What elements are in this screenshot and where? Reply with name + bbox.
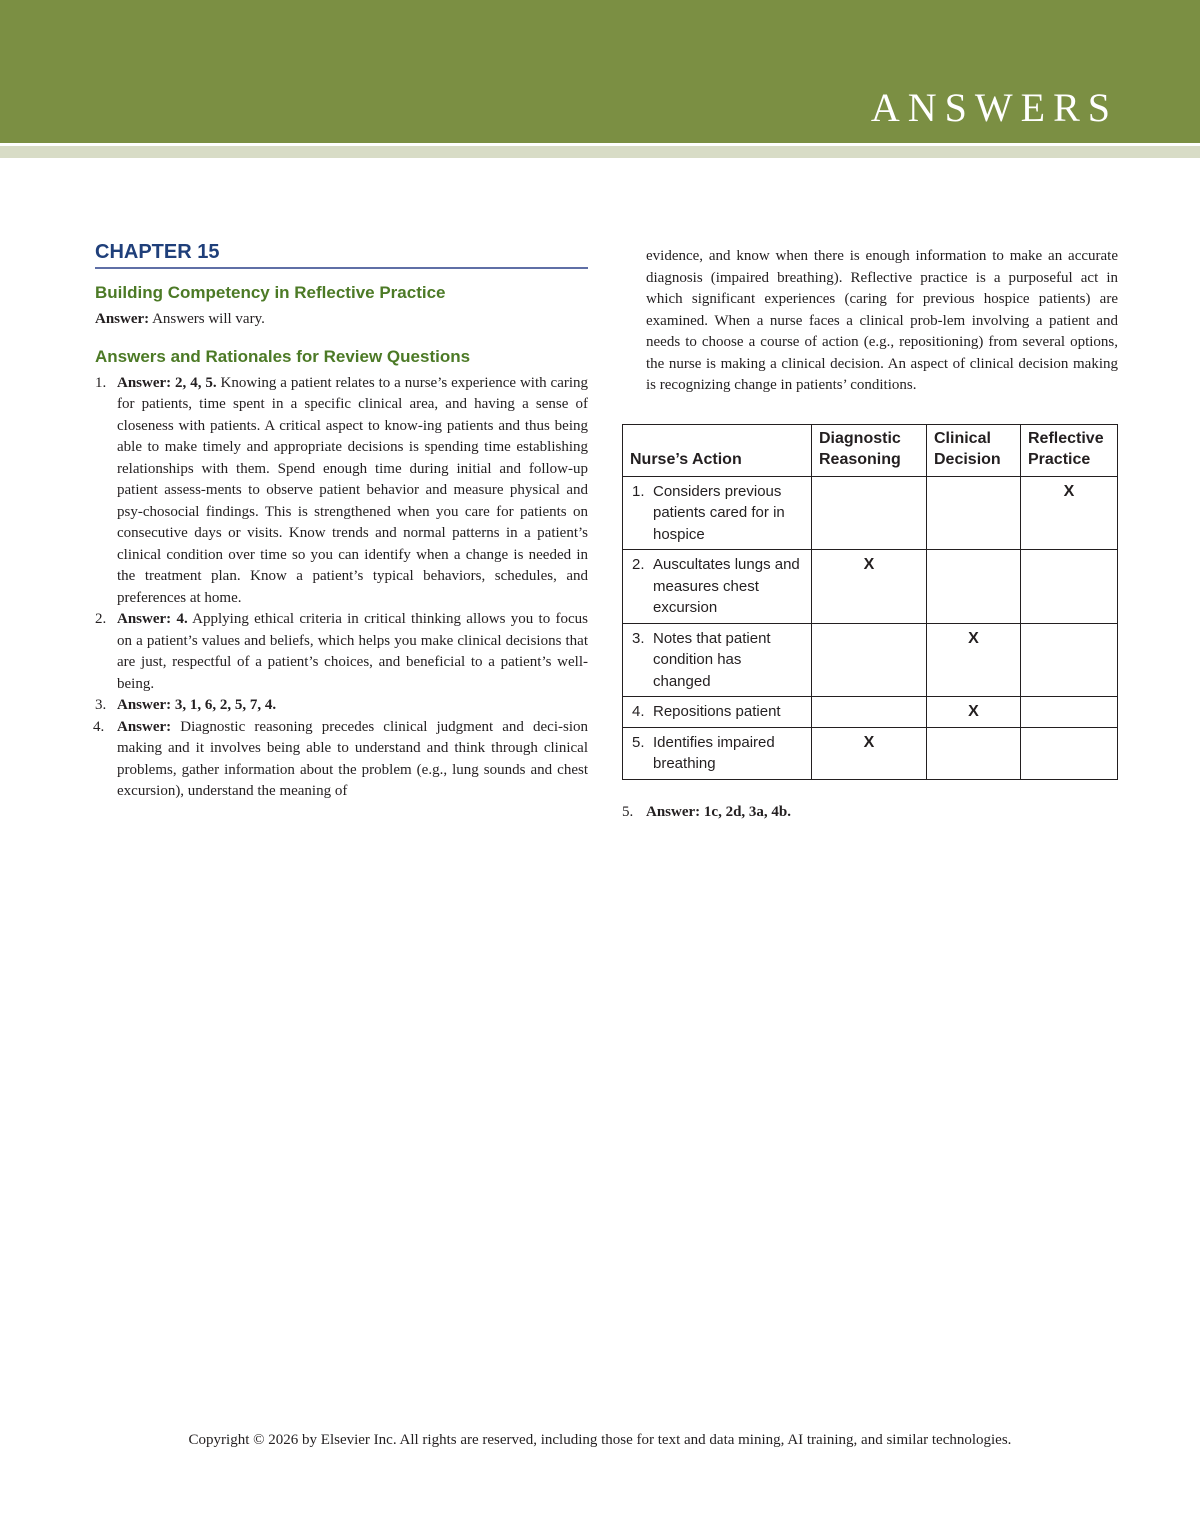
row-number: 2. <box>632 556 645 573</box>
reflective-mark: X <box>1021 476 1118 550</box>
question-number: 3. <box>95 697 107 713</box>
action-cell <box>623 550 812 624</box>
reflective-mark <box>1021 697 1118 728</box>
left-column <box>95 241 588 803</box>
action-text: Considers previous patients cared for in hospice <box>653 482 785 543</box>
diagnostic-mark: X <box>812 727 927 779</box>
table-row <box>623 727 1118 779</box>
diagnostic-mark: X <box>812 550 927 624</box>
question-number: 1. <box>95 374 107 391</box>
row-number: 5. <box>632 733 645 751</box>
reflective-mark <box>1021 623 1118 697</box>
question-item-1 <box>95 373 588 610</box>
question-list <box>95 373 588 803</box>
right-column <box>622 246 1118 823</box>
action-text: Auscultates lungs and measures chest excursion <box>653 556 800 616</box>
question-answer: Answer: 1c, 2d, 3a, 4b. <box>646 803 791 820</box>
question-item-2 <box>95 609 588 695</box>
question-rationale: Applying ethical criteria in critical thinking allows you to focus on a patient’s values and beliefs, which helps you make clinical decisions that are just, respectful of a patient’s choices, and beneficial to a patient’s well-being. <box>117 611 588 692</box>
question-answer: Answer: 2, 4, 5. <box>117 374 217 391</box>
question-number: 5. <box>622 803 634 820</box>
question-item-5 <box>622 802 1118 824</box>
answer-label: Answer: <box>95 311 150 327</box>
column-header: Diagnostic Reasoning <box>812 424 927 476</box>
clinical-mark: X <box>927 623 1021 697</box>
row-number: 4. <box>632 703 645 720</box>
question-rationale: Knowing a patient relates to a nurse’s experience with caring for patients, time spent in a specific clinical area, and having a sense of closeness with patients. A critical aspect to know-ing patients and thus being able to make timely and appropriate decisions is spending time establishing relationships with them. Spend enough time during initial and follow-up patient assess-ments to observe patient behavior and measure physical and psy-chosocial findings. This is strengthened when you care for patients on consecutive days or visits. Know trends and normal patterns in a patient’s clinical condition over time so you can identify when a change is needed in the treatment plan. Know a patient’s typical behaviors, schedules, and preferences at home. <box>117 374 589 606</box>
table-header-row <box>623 424 1118 476</box>
question-answer: Answer: <box>117 718 172 735</box>
section-heading-competency: Building Competency in Reflective Practice <box>95 283 446 302</box>
reflective-mark <box>1021 550 1118 624</box>
clinical-mark <box>927 727 1021 779</box>
clinical-mark: X <box>927 697 1021 728</box>
answer-text: Answers will vary. <box>152 311 265 327</box>
section-heading-review: Answers and Rationales for Review Questions <box>95 346 471 366</box>
question-answer: Answer: 3, 1, 6, 2, 5, 7, 4. <box>117 697 277 713</box>
table-row <box>623 476 1118 550</box>
table-row <box>623 623 1118 697</box>
nurse-action-table <box>622 424 1118 780</box>
action-cell <box>623 727 812 779</box>
action-cell <box>623 623 812 697</box>
column-header: Nurse’s Action <box>623 424 812 476</box>
column-header: Clinical Decision <box>927 424 1021 476</box>
diagnostic-mark <box>812 476 927 550</box>
diagnostic-mark <box>812 697 927 728</box>
question-number: 4. <box>93 718 105 735</box>
question-number: 2. <box>95 611 107 627</box>
column-header: Reflective Practice <box>1021 424 1118 476</box>
question-rationale: Diagnostic reasoning precedes clinical judgment and deci-sion making and it involves being able to understand and think through clinical problems, gather information about the problem (e.g., lung sounds and chest excursion), understand the meaning of <box>117 718 588 799</box>
clinical-mark <box>927 476 1021 550</box>
question-4-continued: evidence, and know when there is enough information to make an accurate diagnosis (impaired breathing). Reflective practice is a purposeful act in which significant experiences (caring for previous hospice patients) are examined. When a nurse faces a clinical prob-lem involving a patient and needs to choose a course of action (e.g., repositioning) from several options, the nurse is making a clinical decision. An aspect of clinical decision making is recognizing change in patients’ conditions. <box>646 248 1118 393</box>
table-row <box>623 550 1118 624</box>
table-row <box>623 697 1118 728</box>
competency-answer <box>95 309 588 331</box>
question-item-3 <box>95 695 588 717</box>
action-cell <box>623 697 812 728</box>
question-item-4 <box>95 717 588 803</box>
row-number: 1. <box>632 482 645 500</box>
row-number: 3. <box>632 629 645 647</box>
diagnostic-mark <box>812 623 927 697</box>
action-cell <box>623 476 812 550</box>
chapter-title: CHAPTER 15 <box>95 241 588 269</box>
reflective-mark <box>1021 727 1118 779</box>
action-text: Identifies impaired breathing <box>653 733 775 772</box>
action-text: Notes that patient condition has changed <box>653 629 771 690</box>
question-answer: Answer: 4. <box>117 611 188 627</box>
copyright-footer: Copyright © 2026 by Elsevier Inc. All rights are reserved, including those for text and data mining, AI training, and similar technologies. <box>188 1432 1012 1448</box>
page-header-title: ANSWERS <box>870 85 1118 130</box>
clinical-mark <box>927 550 1021 624</box>
action-text: Repositions patient <box>653 703 781 720</box>
header-stripe <box>0 146 1200 158</box>
